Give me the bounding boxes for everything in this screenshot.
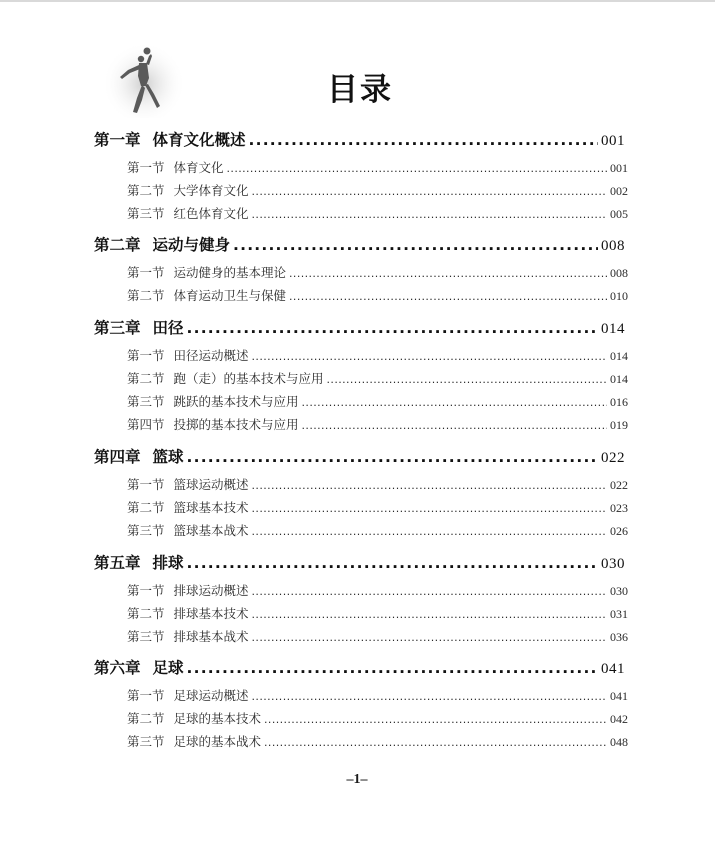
- dot-leader: [264, 711, 607, 726]
- section-entry[interactable]: [127, 181, 628, 199]
- chapter-number: 第五章: [94, 554, 141, 572]
- chapter-entry[interactable]: [94, 128, 625, 150]
- section-number: 第三节: [127, 523, 165, 538]
- dot-leader: [302, 417, 607, 432]
- section-page-number: 001: [610, 161, 628, 175]
- chapter-page-number: 001: [601, 133, 625, 149]
- chapter-number: 第一章: [94, 131, 141, 149]
- section-title: 足球的基本技术: [173, 711, 262, 726]
- dot-leader: [252, 629, 607, 644]
- section-page-number: 023: [610, 501, 628, 515]
- dot-leader: [187, 448, 598, 466]
- dot-leader: [252, 206, 607, 221]
- chapter-entry[interactable]: [94, 233, 625, 255]
- section-page-number: 002: [610, 184, 628, 198]
- chapter-number: 第三章: [94, 319, 141, 337]
- dot-leader: [252, 477, 607, 492]
- section-title: 体育文化: [173, 160, 224, 175]
- dot-leader: [233, 236, 598, 254]
- section-page-number: 048: [610, 735, 628, 749]
- dot-leader: [252, 523, 607, 538]
- chapter-title: 篮球: [152, 448, 184, 466]
- section-entry[interactable]: [127, 369, 628, 387]
- section-number: 第二节: [127, 500, 165, 515]
- section-entry[interactable]: [127, 521, 628, 539]
- section-number: 第三节: [127, 629, 165, 644]
- chapter-page-number: 014: [601, 321, 625, 337]
- chapter-title: 足球: [152, 659, 184, 677]
- chapter-title: 体育文化概述: [152, 131, 246, 149]
- section-entry[interactable]: [127, 627, 628, 645]
- section-entry[interactable]: [127, 498, 628, 516]
- section-title: 跳跃的基本技术与应用: [173, 394, 299, 409]
- section-number: 第三节: [127, 734, 165, 749]
- section-page-number: 016: [610, 395, 628, 409]
- section-title: 体育运动卫生与保健: [173, 288, 287, 303]
- section-entry[interactable]: [127, 475, 628, 493]
- section-page-number: 005: [610, 207, 628, 221]
- chapter-page-number: 030: [601, 556, 625, 572]
- section-title: 田径运动概述: [173, 348, 249, 363]
- chapter-title: 排球: [152, 554, 184, 572]
- chapter-number: 第六章: [94, 659, 141, 677]
- section-entry[interactable]: [127, 732, 628, 750]
- section-page-number: 019: [610, 418, 628, 432]
- chapter-number: 第四章: [94, 448, 141, 466]
- section-entry[interactable]: [127, 346, 628, 364]
- page-number: –1–: [346, 772, 368, 787]
- section-number: 第二节: [127, 288, 165, 303]
- chapter-entry[interactable]: [94, 551, 625, 573]
- section-page-number: 014: [610, 372, 628, 386]
- dot-leader: [289, 288, 607, 303]
- section-number: 第二节: [127, 371, 165, 386]
- section-title: 跑（走）的基本技术与应用: [173, 371, 324, 386]
- section-page-number: 026: [610, 524, 628, 538]
- chapter-page-number: 022: [601, 450, 625, 466]
- section-page-number: 036: [610, 630, 628, 644]
- chapter-title: 运动与健身: [152, 236, 231, 254]
- section-page-number: 022: [610, 478, 628, 492]
- section-entry[interactable]: [127, 604, 628, 622]
- section-number: 第三节: [127, 206, 165, 221]
- section-page-number: 010: [610, 289, 628, 303]
- dot-leader: [264, 734, 607, 749]
- section-title: 运动健身的基本理论: [173, 265, 287, 280]
- page-title: 目录: [327, 72, 393, 108]
- chapter-entry[interactable]: [94, 656, 625, 678]
- dot-leader: [289, 265, 607, 280]
- section-entry[interactable]: [127, 392, 628, 410]
- section-number: 第一节: [127, 265, 165, 280]
- dot-leader: [252, 500, 607, 515]
- section-number: 第四节: [127, 417, 165, 432]
- section-page-number: 041: [610, 689, 628, 703]
- dot-leader: [249, 131, 598, 149]
- section-title: 篮球基本战术: [173, 523, 249, 538]
- section-page-number: 008: [610, 266, 628, 280]
- dot-leader: [252, 183, 607, 198]
- section-entry[interactable]: [127, 286, 628, 304]
- chapter-page-number: 008: [601, 238, 625, 254]
- section-entry[interactable]: [127, 415, 628, 433]
- section-number: 第二节: [127, 606, 165, 621]
- section-title: 红色体育文化: [173, 206, 249, 221]
- section-page-number: 030: [610, 584, 628, 598]
- dot-leader: [252, 606, 607, 621]
- section-number: 第二节: [127, 711, 165, 726]
- section-number: 第一节: [127, 477, 165, 492]
- chapter-number: 第二章: [94, 236, 141, 254]
- chapter-entry[interactable]: [94, 445, 625, 467]
- dot-leader: [252, 688, 607, 703]
- section-title: 排球基本战术: [173, 629, 249, 644]
- dot-leader: [187, 554, 598, 572]
- dot-leader: [252, 583, 607, 598]
- section-entry[interactable]: [127, 581, 628, 599]
- section-number: 第一节: [127, 583, 165, 598]
- section-title: 排球运动概述: [173, 583, 249, 598]
- section-title: 排球基本技术: [173, 606, 249, 621]
- section-entry[interactable]: [127, 263, 628, 281]
- section-number: 第一节: [127, 348, 165, 363]
- section-title: 投掷的基本技术与应用: [173, 417, 299, 432]
- dot-leader: [327, 371, 607, 386]
- section-page-number: 042: [610, 712, 628, 726]
- section-number: 第一节: [127, 160, 165, 175]
- section-number: 第一节: [127, 688, 165, 703]
- chapter-page-number: 041: [601, 661, 625, 677]
- dot-leader: [187, 319, 598, 337]
- dot-leader: [252, 348, 607, 363]
- section-entry[interactable]: [127, 686, 628, 704]
- section-title: 足球的基本战术: [173, 734, 262, 749]
- chapter-title: 田径: [152, 319, 184, 337]
- section-title: 足球运动概述: [173, 688, 249, 703]
- section-entry[interactable]: [127, 709, 628, 727]
- dot-leader: [227, 160, 607, 175]
- dot-leader: [187, 659, 598, 677]
- section-page-number: 014: [610, 349, 628, 363]
- section-number: 第三节: [127, 394, 165, 409]
- section-title: 篮球基本技术: [173, 500, 249, 515]
- section-number: 第二节: [127, 183, 165, 198]
- section-entry[interactable]: [127, 158, 628, 176]
- section-title: 篮球运动概述: [173, 477, 249, 492]
- section-entry[interactable]: [127, 204, 628, 222]
- dot-leader: [302, 394, 607, 409]
- section-title: 大学体育文化: [173, 183, 249, 198]
- section-page-number: 031: [610, 607, 628, 621]
- chapter-entry[interactable]: [94, 316, 625, 338]
